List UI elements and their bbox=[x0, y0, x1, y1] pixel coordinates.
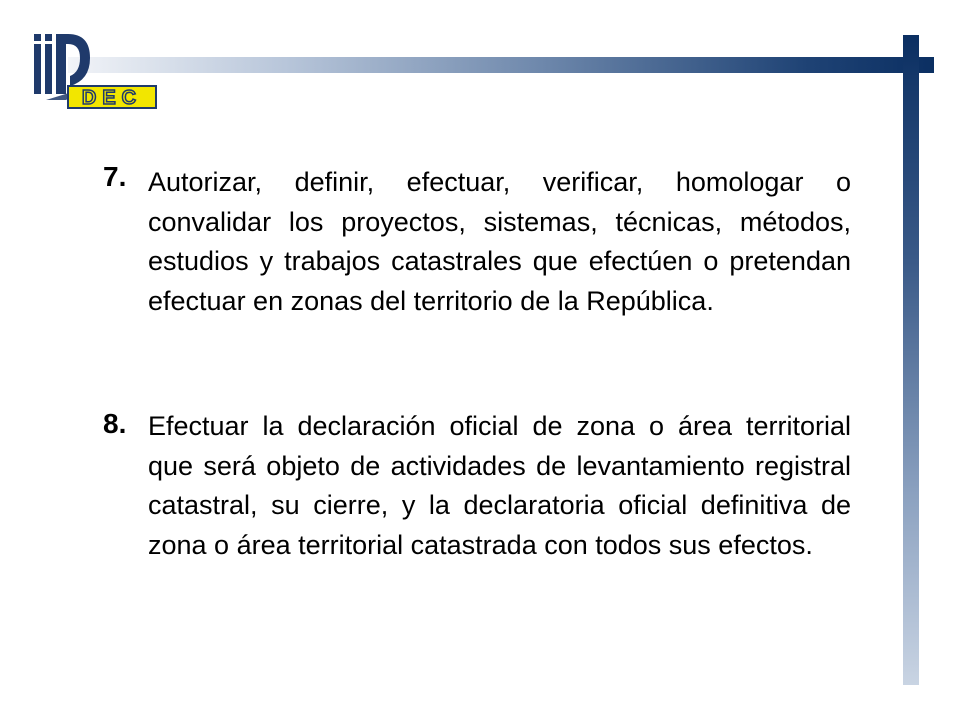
svg-text:DEC: DEC bbox=[81, 87, 143, 109]
item-text-7: Autorizar, definir, efectuar, verificar, homologar o convalidar los proyectos, sistemas, técnicas, métodos, estudios y trabajos catastrales que efectúen o pretendan efectuar en zonas del territorio de la República. bbox=[148, 167, 851, 316]
top-decorative-bar bbox=[68, 57, 934, 73]
item-number-7: 7. bbox=[103, 161, 127, 192]
side-decorative-bar bbox=[903, 35, 919, 685]
logo-text-dec bbox=[68, 86, 156, 109]
item-text-8: Efectuar la declaración oficial de zona o área territorial que será objeto de actividades de levantamiento registral catastral, su cierre, y la declaratoria oficial definitiva de zona o área territorial catastrada con todos sus efectos. bbox=[148, 411, 851, 560]
item-number-8: 8. bbox=[103, 408, 127, 439]
institution-logo bbox=[26, 22, 166, 112]
logo-graphic bbox=[26, 22, 166, 112]
